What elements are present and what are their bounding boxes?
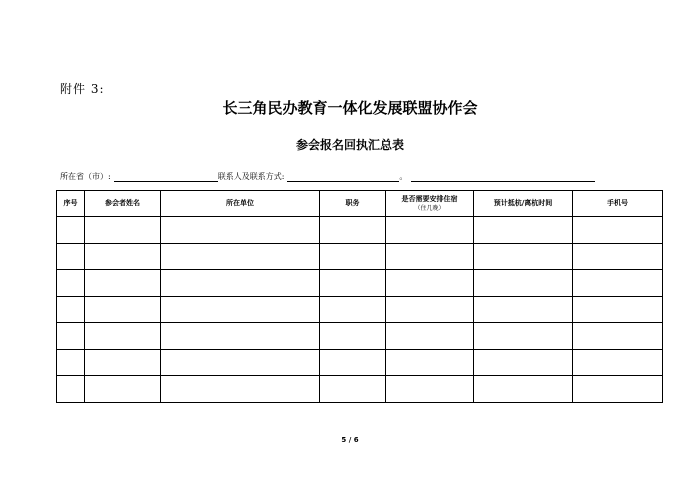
table-cell[interactable] — [320, 243, 386, 270]
province-blank — [114, 172, 218, 182]
form-subtitle: 参会报名回执汇总表 — [295, 138, 404, 152]
table-cell[interactable] — [161, 217, 320, 244]
table-cell[interactable] — [474, 217, 573, 244]
header-cell: 参会者姓名 — [85, 191, 161, 217]
table-cell[interactable] — [474, 376, 573, 403]
table-row — [57, 376, 663, 403]
table-row — [57, 243, 663, 270]
table-cell[interactable] — [386, 296, 474, 323]
attachment-label: 附件 3: — [60, 82, 105, 96]
document-title: 长三角民办教育一体化发展联盟协作会 — [222, 99, 478, 117]
table-cell[interactable] — [85, 296, 161, 323]
table-cell[interactable] — [161, 296, 320, 323]
header-cell: 职务 — [320, 191, 386, 217]
header-cell: 手机号 — [573, 191, 663, 217]
header-cell: 所在单位 — [161, 191, 320, 217]
table-cell[interactable] — [320, 323, 386, 350]
table-cell[interactable] — [474, 270, 573, 297]
table-cell[interactable] — [573, 243, 663, 270]
table-cell[interactable] — [85, 243, 161, 270]
table-cell[interactable] — [57, 217, 85, 244]
registration-table — [56, 190, 663, 403]
table-cell[interactable] — [386, 323, 474, 350]
table-cell[interactable] — [386, 270, 474, 297]
table-cell[interactable] — [57, 296, 85, 323]
table-cell[interactable] — [57, 270, 85, 297]
header-cell: 预计抵杭/离杭时间 — [474, 191, 573, 217]
table-cell[interactable] — [474, 323, 573, 350]
table-cell[interactable] — [573, 296, 663, 323]
info-line — [60, 171, 595, 182]
table-row — [57, 349, 663, 376]
table-cell[interactable] — [161, 349, 320, 376]
separator: 。 — [399, 172, 408, 181]
table-cell[interactable] — [57, 349, 85, 376]
table-cell[interactable] — [320, 349, 386, 376]
table-cell[interactable] — [320, 217, 386, 244]
table-cell[interactable] — [85, 323, 161, 350]
table-cell[interactable] — [573, 270, 663, 297]
table-cell[interactable] — [386, 217, 474, 244]
table-row — [57, 270, 663, 297]
table-cell[interactable] — [573, 323, 663, 350]
table-cell[interactable] — [386, 243, 474, 270]
table-cell[interactable] — [474, 349, 573, 376]
header-cell: 序号 — [57, 191, 85, 217]
extra-blank — [411, 172, 595, 182]
table-cell[interactable] — [386, 349, 474, 376]
table-cell[interactable] — [57, 243, 85, 270]
table-cell[interactable] — [474, 296, 573, 323]
table-cell[interactable] — [85, 217, 161, 244]
table-row — [57, 217, 663, 244]
table-cell[interactable] — [161, 323, 320, 350]
lodging-header: 是否需要安排住宿 — [401, 194, 458, 203]
table-cell[interactable] — [573, 376, 663, 403]
table-cell[interactable] — [85, 270, 161, 297]
table-cell[interactable] — [320, 270, 386, 297]
table-cell[interactable] — [161, 270, 320, 297]
table-cell[interactable] — [85, 376, 161, 403]
header-row — [57, 191, 663, 217]
page-number: 5 / 6 — [341, 436, 359, 444]
table-cell[interactable] — [161, 243, 320, 270]
table-cell[interactable] — [161, 376, 320, 403]
table-cell[interactable] — [57, 323, 85, 350]
lodging-note: （住几晚） — [414, 204, 445, 212]
table-cell[interactable] — [320, 296, 386, 323]
table-cell[interactable] — [386, 376, 474, 403]
province-label: 所在省（市）: — [60, 172, 111, 181]
contact-blank — [287, 172, 399, 182]
table-cell[interactable] — [474, 243, 573, 270]
table-cell[interactable] — [573, 349, 663, 376]
header-cell-lodging — [386, 191, 474, 217]
table-row — [57, 296, 663, 323]
table-cell[interactable] — [320, 376, 386, 403]
table-row — [57, 323, 663, 350]
table-cell[interactable] — [573, 217, 663, 244]
table-cell[interactable] — [85, 349, 161, 376]
table-cell[interactable] — [57, 376, 85, 403]
contact-label: 联系人及联系方式: — [217, 172, 285, 181]
